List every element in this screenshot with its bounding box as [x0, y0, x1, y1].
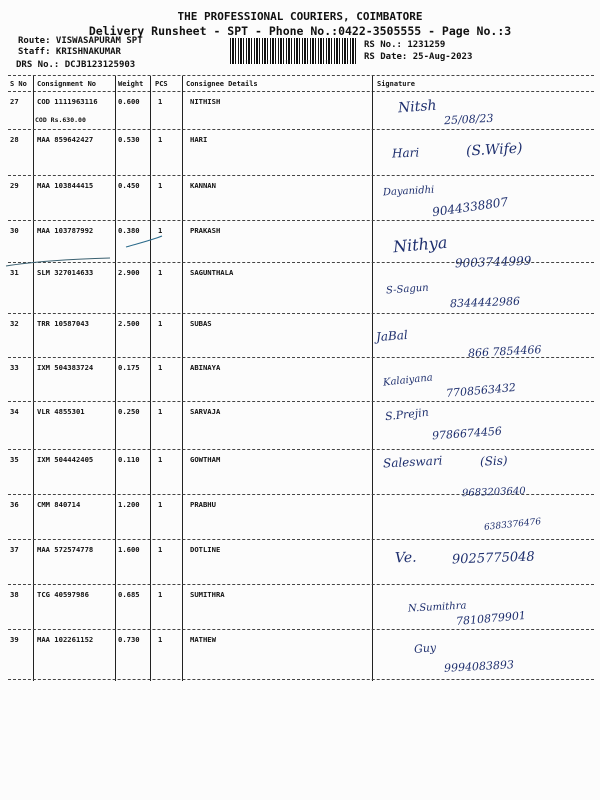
- row-sno: 39: [10, 635, 19, 644]
- handwritten-signature: 866 7854466: [467, 343, 542, 360]
- handwritten-signature: Dayanidhi: [382, 184, 435, 199]
- handwritten-signature: 9044338807: [431, 194, 509, 220]
- col-sno: S No: [10, 80, 27, 88]
- handwritten-signature: Guy: [413, 641, 437, 656]
- handwritten-signature: Nithya: [392, 232, 449, 257]
- row-consignee: SARVAJA: [190, 407, 221, 416]
- row-consignee: PRAKASH: [190, 226, 221, 235]
- handwritten-signature: 9025775048: [451, 549, 535, 568]
- row-consignment: SLM 327014633: [37, 268, 94, 277]
- row-sno: 38: [10, 590, 19, 599]
- runsheet-title: Delivery Runsheet - SPT - Phone No.:0422-3505555 - Page No.:3: [88, 24, 512, 38]
- handwritten-signature: 25/08/23: [443, 111, 494, 128]
- row-weight: 1.200: [118, 500, 140, 509]
- header-bottom-rule: [8, 91, 594, 92]
- row-sno: 36: [10, 500, 19, 509]
- col-pcs: PCS: [155, 80, 168, 88]
- col-divider: [33, 76, 34, 681]
- row-consignment: IXM 504442405: [37, 455, 94, 464]
- col-divider: [182, 76, 183, 681]
- handwritten-signature: Hari: [391, 145, 420, 161]
- row-separator: [8, 679, 594, 680]
- row-consignee: SUMITHRA: [190, 590, 225, 599]
- row-pcs: 1: [158, 97, 163, 106]
- row-separator: [8, 449, 594, 450]
- row-sno: 28: [10, 135, 19, 144]
- row-pcs: 1: [158, 545, 163, 554]
- row-consignee: HARI: [190, 135, 208, 144]
- row-consignee: GOWTHAM: [190, 455, 221, 464]
- col-divider: [372, 76, 373, 681]
- handwritten-signature: 9786674456: [431, 424, 503, 443]
- row-weight: 0.600: [118, 97, 140, 106]
- handwritten-signature: (S.Wife): [465, 140, 523, 160]
- row-separator: [8, 629, 594, 630]
- handwritten-signature: 6383376476: [483, 517, 542, 533]
- row-consignment: IXM 504383724: [37, 363, 94, 372]
- handwritten-signature: Nitsh: [397, 97, 438, 117]
- row-consignment: MAA 102261152: [37, 635, 94, 644]
- row-separator: [8, 129, 594, 130]
- handwritten-signature: 7810879901: [455, 608, 527, 629]
- barcode-image: [230, 38, 356, 64]
- row-pcs: 1: [158, 226, 163, 235]
- row-weight: 1.600: [118, 545, 140, 554]
- row-pcs: 1: [158, 590, 163, 599]
- row-consignment: MAA 859642427: [37, 135, 94, 144]
- row-sno: 34: [10, 407, 19, 416]
- row-weight: 0.110: [118, 455, 140, 464]
- handwritten-signature: Ve.: [394, 549, 417, 567]
- row-sno: 29: [10, 181, 19, 190]
- row-pcs: 1: [158, 407, 163, 416]
- row-consignee: NITHISH: [190, 97, 221, 106]
- row-weight: 0.175: [118, 363, 140, 372]
- row-sno: 33: [10, 363, 19, 372]
- col-weight: Weight: [118, 80, 144, 88]
- handwritten-signature: (Sis): [479, 453, 508, 469]
- row-sno: 35: [10, 455, 19, 464]
- col-divider: [115, 76, 116, 681]
- row-weight: 0.250: [118, 407, 140, 416]
- handwritten-signature: 7708563432: [445, 380, 517, 401]
- row-consignee: SUBAS: [190, 319, 212, 328]
- row-sno: 30: [10, 226, 19, 235]
- handwritten-signature: 9003744999: [454, 253, 532, 271]
- row-consignment: CMM 840714: [37, 500, 81, 509]
- col-signature: Signature: [377, 80, 415, 88]
- row-pcs: 1: [158, 363, 163, 372]
- row-pcs: 1: [158, 635, 163, 644]
- row-weight: 0.530: [118, 135, 140, 144]
- row-pcs: 1: [158, 455, 163, 464]
- handwritten-signature: 8344442986: [449, 294, 521, 311]
- handwritten-signature: N.Sumithra: [407, 600, 467, 615]
- row-consignee: SAGUNTHALA: [190, 268, 234, 277]
- row-sno: 31: [10, 268, 19, 277]
- row-weight: 0.685: [118, 590, 140, 599]
- row-weight: 0.380: [118, 226, 140, 235]
- col-consignment: Consignment No: [37, 80, 97, 88]
- row-pcs: 1: [158, 135, 163, 144]
- row-consignment: TRR 10587043: [37, 319, 89, 328]
- row-pcs: 1: [158, 319, 163, 328]
- handwritten-signature: 9994083893: [443, 658, 515, 675]
- col-divider: [150, 76, 151, 681]
- col-consignee: Consignee Details: [186, 80, 258, 88]
- row-separator: [8, 313, 594, 314]
- row-consignment: TCG 40597986: [37, 590, 89, 599]
- drs-number: DRS No.: DCJB123125903: [16, 60, 136, 70]
- handwritten-signature: Saleswari: [382, 453, 443, 471]
- row-separator: [8, 401, 594, 402]
- row-sno: 37: [10, 545, 19, 554]
- row-weight: 2.500: [118, 319, 140, 328]
- row-separator: [8, 539, 594, 540]
- handwritten-signature: Kalaiyana: [382, 372, 434, 389]
- row-weight: 2.900: [118, 268, 140, 277]
- row-consignee: DOTLINE: [190, 545, 221, 554]
- staff-label: Staff: KRISHNAKUMAR: [18, 47, 121, 57]
- header-top-rule: [8, 75, 594, 76]
- handwritten-signature: 9683203640: [461, 485, 526, 500]
- row-consignment: MAA 572574778: [37, 545, 94, 554]
- row-consignment: VLR 4855301: [37, 407, 85, 416]
- row-pcs: 1: [158, 500, 163, 509]
- row-separator: [8, 584, 594, 585]
- row-consignee: KANNAN: [190, 181, 216, 190]
- row-pcs: 1: [158, 268, 163, 277]
- row-sno: 27: [10, 97, 19, 106]
- row-consignment: MAA 103844415: [37, 181, 94, 190]
- row-sno: 32: [10, 319, 19, 328]
- rs-number: RS No.: 1231259: [364, 40, 446, 50]
- company-title: THE PROFESSIONAL COURIERS, COIMBATORE: [177, 10, 423, 23]
- handwritten-signature: S.Prejin: [384, 405, 430, 424]
- rs-date: RS Date: 25-Aug-2023: [364, 52, 473, 62]
- row-separator: [8, 220, 594, 221]
- row-separator: [8, 357, 594, 358]
- row-pcs: 1: [158, 181, 163, 190]
- cod-amount: COD Rs.630.00: [35, 116, 86, 124]
- route-label: Route: VISWASAPURAM SPT: [18, 36, 143, 46]
- row-consignment: MAA 103787992: [37, 226, 94, 235]
- handwritten-signature: S-Sagun: [385, 282, 430, 297]
- row-weight: 0.450: [118, 181, 140, 190]
- row-consignee: ABINAYA: [190, 363, 221, 372]
- row-weight: 0.730: [118, 635, 140, 644]
- row-consignee: MATHEW: [190, 635, 216, 644]
- row-consignee: PRABHU: [190, 500, 216, 509]
- handwritten-signature: JaBal: [375, 327, 409, 345]
- row-separator: [8, 175, 594, 176]
- row-consignment: COD 1111963116: [37, 97, 98, 106]
- row-separator: [8, 262, 594, 263]
